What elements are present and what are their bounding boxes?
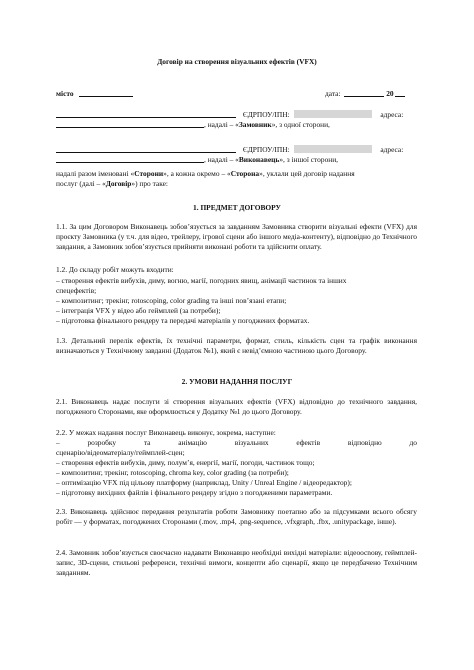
clause-2-2-item: – оптимізацію VFX під цільову платформу (наприклад, Unity / Unreal Engine / відеоредактор); <box>56 478 352 487</box>
date-field[interactable] <box>344 88 384 97</box>
party2-address-field[interactable] <box>56 154 204 163</box>
clause-1-2: 1.2. До складу робіт можуть входити: <box>56 265 174 274</box>
intro-line1: надалі разом іменовані «Сторони», а кожна окремо – «Сторона», уклали цей договір надання <box>56 169 355 178</box>
section2-heading: 2. УМОВИ НАДАННЯ ПОСЛУГ <box>181 377 293 386</box>
clause-2-2: 2.2. У межах надання послуг Виконавець виконує, зокрема, наступне: <box>56 428 276 437</box>
clause-2-2-item: – підготовку вихідних файлів і фінального рендеру згідно з погодженими параметрами. <box>56 488 333 497</box>
party1-name-field[interactable] <box>56 109 236 118</box>
party1-role: Замовник <box>238 120 272 129</box>
place-field[interactable] <box>79 88 133 97</box>
clause-2-2-item-first: – розробку та анімацію візуальних ефектів відповідно до <box>56 438 417 447</box>
clause-2-4: 2.4. Замовник зобов’язується своєчасно надавати Виконавцю необхідні вихідні матеріали: відеоосnову, геймплей-запис, 3D-сцени, стильові референси, технічні вимоги, концепти або сценарії, якщо це передбачено Технічним завданням. <box>56 548 417 577</box>
date-year: 20 <box>386 89 394 98</box>
party1-edrpou-field[interactable] <box>294 110 372 118</box>
party2-name-field[interactable] <box>56 144 236 153</box>
clause-1-3: 1.3. Детальний перелік ефектів, їх технічні параметри, формат, стиль, кількість сцен та графік виконання визначаються у Технічному завданні (Додаток №1), який є невід’ємною частиною цього Договору. <box>56 336 417 355</box>
party2-row2: , надалі – «Виконавець», з іншої сторони, <box>56 154 338 165</box>
clause-2-3: 2.3. Виконавець здійснює передання результатів роботи Замовнику поетапно або за підсумками всього обсягу робіт — у форматах, погоджених Сторонами (.mov, .mp4, .png-sequence, .vfxgraph, .fbx, .unitypackage, інше). <box>56 507 417 526</box>
intro-line2: послуг (далі – «Договір») про таке: <box>56 179 168 188</box>
party2-edrpou-field[interactable] <box>294 145 372 153</box>
clause-1-2-item: спецефектів; <box>56 286 97 295</box>
place-row <box>56 88 133 99</box>
clause-1-1: 1.1. За цим Договором Виконавець зобов’язується за завданням Замовника створити візуальні ефекти (VFX) для проєкту Замовника (у т.ч. для відео, трейлеру, ігрової сцени або іншого медіа-контенту), відповідно до Технічного завдання, а Замовник зобов’язується прийняти виконані роботи та здійснити оплату. <box>56 222 417 251</box>
date-label: дата: <box>325 89 341 98</box>
party1-address-label: адреса: <box>380 110 404 119</box>
date-row <box>325 88 405 99</box>
section1-heading: 1. ПРЕДМЕТ ДОГОВОРУ <box>193 203 281 212</box>
party2-role: Виконавець <box>238 155 280 164</box>
clause-2-1: 2.1. Виконавець надає послуги зі створення візуальних ефектів (VFX) відповідно до технічного завдання, погодженого Сторонами, яке оформлюється у Додатку №1 до цього Договору. <box>56 397 417 416</box>
clause-1-2-item: – композитинг; трекінг, rotoscoping, color grading та інші пов’язані етапи; <box>56 296 287 305</box>
year-field[interactable] <box>395 88 405 97</box>
party2-edrpou-label: ЄДРПОУ/ІПН: <box>242 145 290 154</box>
clause-1-2-item: – інтеграція VFX у відео або геймплей (за потреби); <box>56 306 221 315</box>
clause-2-2-item: – композитинг, трекінг, rotoscoping, chroma key, color grading (за потреби); <box>56 468 289 477</box>
party2-address-label: адреса: <box>380 145 404 154</box>
party1-edrpou-label: ЄДРПОУ/ІПН: <box>242 110 290 119</box>
place-label: місто <box>56 89 74 98</box>
clause-1-2-item: – створення ефектів вибухів, диму, вогню, магії, погодних явищ, анімації частинок та інших <box>56 276 347 285</box>
clause-1-2-item: – підготовка фінального рендеру та передачі матеріалів у погоджених форматах. <box>56 316 310 325</box>
party1-address-field[interactable] <box>56 119 204 128</box>
clause-2-2-item: сценарію/відеоматеріалу/геймплей-сцен; <box>56 448 185 457</box>
document-title: Договір на створення візуальних ефектів (VFX) <box>157 57 317 66</box>
party1-row2: , надалі – «Замовник», з одної сторони, <box>56 119 330 130</box>
clause-2-2-item: – створення ефектів вибухів, диму, полум’я, енергії, магії, погоди, частинок тощо; <box>56 458 315 467</box>
